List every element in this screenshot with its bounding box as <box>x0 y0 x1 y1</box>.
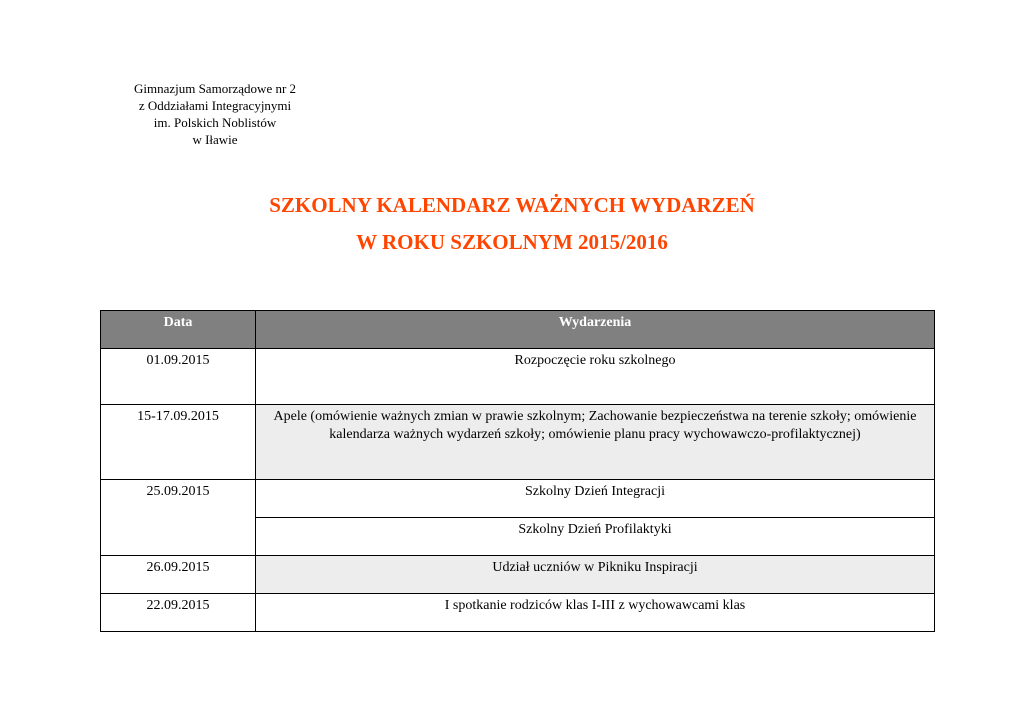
event-description: Rozpoczęcie roku szkolnego <box>256 349 935 405</box>
event-description: Udział uczniów w Pikniku Inspiracji <box>256 556 935 594</box>
events-column-header: Wydarzenia <box>256 311 935 349</box>
event-date: 15-17.09.2015 <box>101 405 256 480</box>
document-subtitle: W ROKU SZKOLNYM 2015/2016 <box>356 230 668 254</box>
event-description: Szkolny Dzień Integracji <box>256 480 935 518</box>
event-description: Szkolny Dzień Profilaktyki <box>256 518 935 556</box>
date-column-header: Data <box>101 311 256 349</box>
school-name-line: im. Polskich Noblistów <box>153 115 277 130</box>
school-location: w Iławie <box>192 132 238 147</box>
event-description: I spotkanie rodziców klas I-III z wychowawcami klas <box>256 594 935 632</box>
document-title: SZKOLNY KALENDARZ WAŻNYCH WYDARZEŃ <box>269 193 755 217</box>
event-date: 01.09.2015 <box>101 349 256 405</box>
school-header <box>110 80 320 148</box>
event-date: 26.09.2015 <box>101 556 256 594</box>
school-name-line: Gimnazjum Samorządowe nr 2 <box>133 81 297 96</box>
table-row <box>101 480 935 518</box>
school-name-line: z Oddziałami Integracyjnymi <box>138 98 292 113</box>
table-row <box>101 594 935 632</box>
table-header-row <box>101 311 935 349</box>
table-row <box>101 405 935 480</box>
table-row <box>101 556 935 594</box>
event-date: 22.09.2015 <box>101 594 256 632</box>
event-date: 25.09.2015 <box>101 480 256 556</box>
event-description: Apele (omówienie ważnych zmian w prawie szkolnym; Zachowanie bezpieczeństwa na terenie szkoły; omówienie kalendarza ważnych wydarzeń szkoły; omówienie planu pracy wychowawczo-profilaktycznej) <box>256 405 935 480</box>
events-table <box>100 310 935 632</box>
table-row <box>101 349 935 405</box>
